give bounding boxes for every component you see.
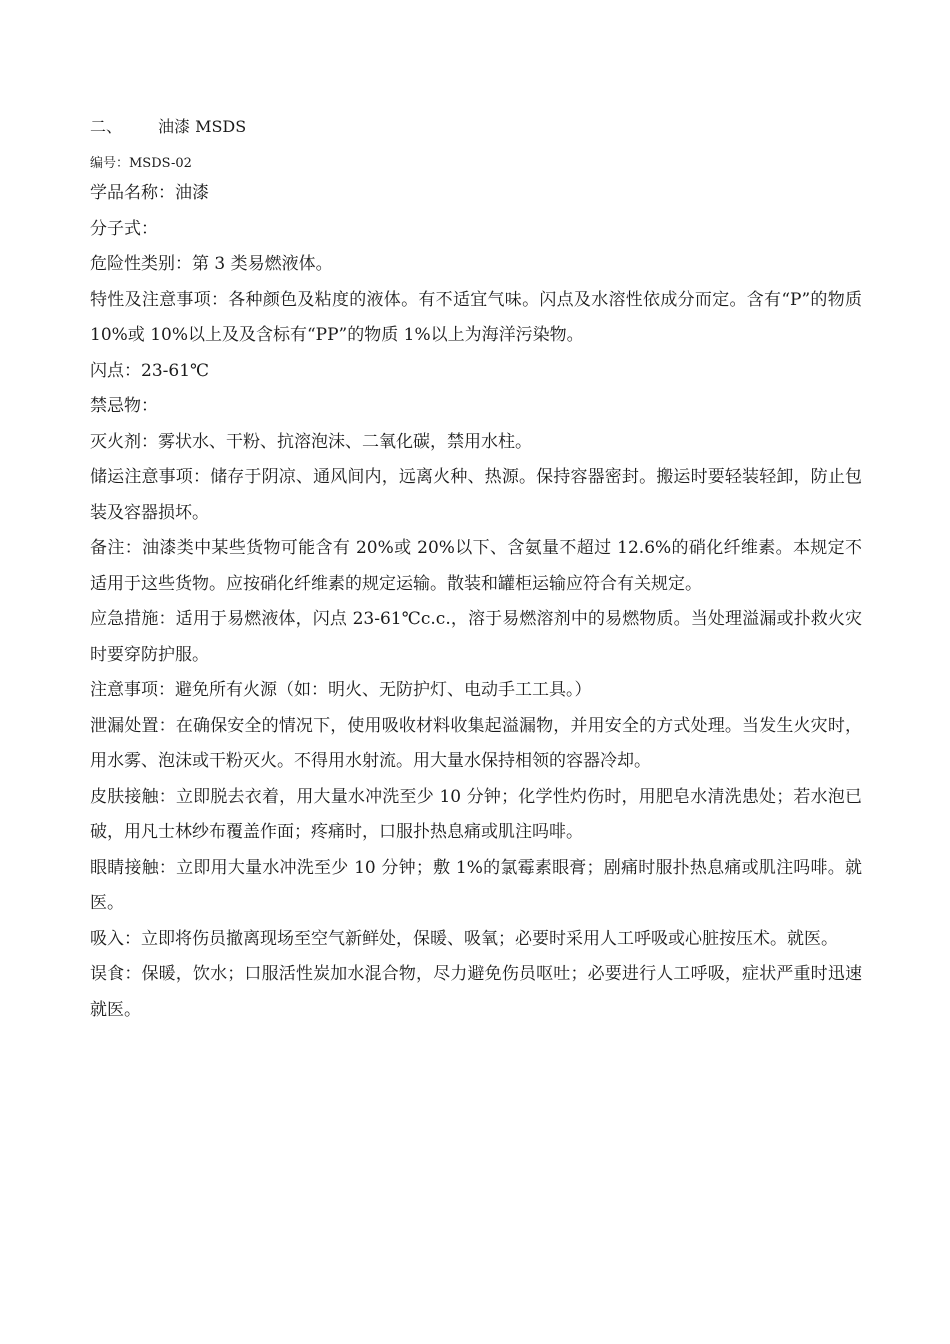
- inhalation: 吸入：立即将伤员撤离现场至空气新鲜处，保暖、吸氧；必要时采用人工呼吸或心脏按压术。就医。: [90, 928, 838, 949]
- hazard-class: 危险性类别：第 3 类易燃液体。: [90, 254, 333, 274]
- document-code: 编号：MSDS-02: [90, 156, 192, 171]
- remarks: 备注：油漆类中某些货物可能含有 20%或 20%以下、含氨量不超过 12.6%的硝化纤维素。本规定不适用于这些货物。应按硝化纤维素的规定运输。散装和罐柜运输应符合有关规定。: [90, 538, 862, 594]
- spill-handling: 泄漏处置：在确保安全的情况下，使用吸收材料收集起溢漏物，并用安全的方式处理。当发生火灾时，用水雾、泡沫或干粉灭火。不得用水射流。用大量水保持相领的容器冷却。: [90, 715, 862, 771]
- eye-contact: 眼睛接触：立即用大量水冲洗至少 10 分钟；敷 1%的氯霉素眼膏；剧痛时服扑热息痛或肌注吗啡。就医。: [90, 857, 862, 913]
- section-heading: [90, 110, 862, 144]
- skin-contact: 皮肤接触：立即脱去衣着，用大量水冲洗至少 10 分钟；化学性灼伤时，用肥皂水清洗患处；若水泡已破，用凡士林纱布覆盖作面；疼痛时，口服扑热息痛或肌注吗啡。: [90, 786, 862, 842]
- properties-notes: 特性及注意事项：各种颜色及粘度的液体。有不适宜气味。闪点及水溶性依成分而定。含有“P”的物质 10%或 10%以上及及含标有“PP”的物质 1%以上为海洋污染物。: [90, 289, 862, 345]
- extinguishing-agent: 灭火剂：雾状水、干粉、抗溶泡沫、二氧化碳，禁用水柱。: [90, 431, 532, 452]
- section-number: 二、: [90, 117, 123, 136]
- flash-point: 闪点：23-61℃: [90, 360, 210, 381]
- storage-transport-notes: 储运注意事项：储存于阴凉、通风间内，远离火种、热源。保持容器密封。搬运时要轻装轻卸，防止包装及容器损坏。: [90, 467, 862, 523]
- molecular-formula: 分子式：: [90, 218, 158, 239]
- product-name: 学品名称：油漆: [90, 183, 209, 203]
- section-title: 油漆 MSDS: [158, 117, 247, 136]
- precautions: 注意事项：避免所有火源（如：明火、无防护灯、电动手工工具。）: [90, 680, 592, 700]
- ingestion: 误食：保暖，饮水；口服活性炭加水混合物，尽力避免伤员呕吐；必要进行人工呼吸，症状严重时迅速就医。: [90, 964, 862, 1020]
- document-page: [90, 110, 862, 1028]
- emergency-measures: 应急措施：适用于易燃液体，闪点 23-61℃c.c.，溶于易燃溶剂中的易燃物质。当处理溢漏或扑救火灾时要穿防护服。: [90, 609, 862, 665]
- incompatible-materials: 禁忌物：: [90, 396, 158, 416]
